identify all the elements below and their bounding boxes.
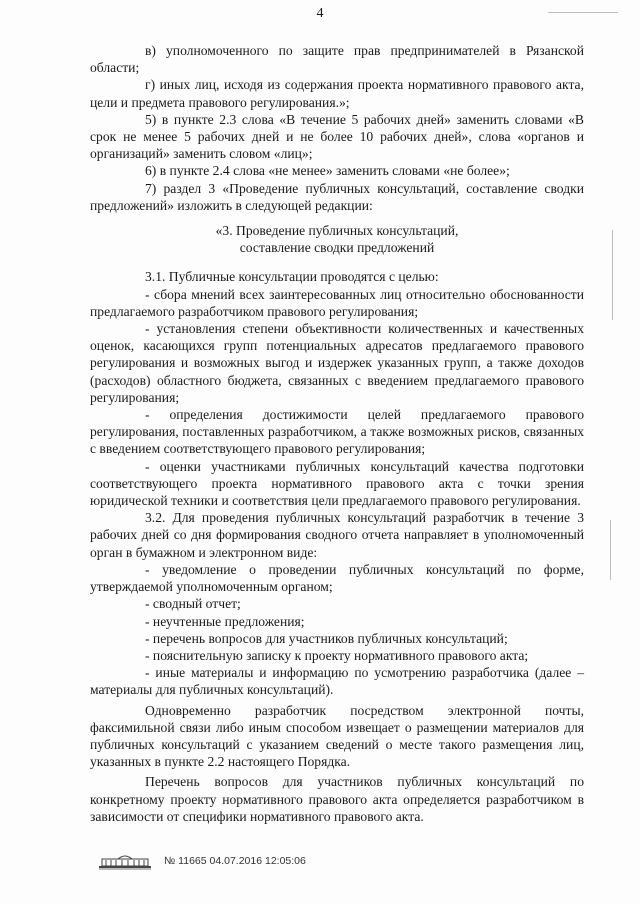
list-item: - оценки участниками публичных консультаций качества подготовки соответствующего проекта нормативного правового акта с точки зрения юридической техники и соответствия цели предлагаемого правового регулирования. (90, 458, 584, 509)
list-item: - уведомление о проведении публичных консультаций по форме, утверждаемой уполномоченным органом; (90, 561, 584, 595)
section-heading: «3. Проведение публичных консультаций, составление сводки предложений (215, 223, 459, 256)
list-item: - пояснительную записку к проекту нормативного правового акта; (145, 647, 529, 663)
scan-edge-mark (610, 520, 611, 580)
paragraph: 6) в пункте 2.4 слова «не менее» заменить словами «не более»; (145, 163, 510, 179)
paragraph: Перечень вопросов для участников публичных консультаций по конкретному проекту нормативного правового акта определяется разработчиком в зависимости от специфики нормативного правового акта. (90, 774, 584, 824)
paragraph: 5) в пункте 2.3 слова «В течение 5 рабочих дней» заменить словами «В срок не менее 5 рабочих дней и не более 10 рабочих дней», слова «органов и организаций» заменить словом «лиц»; (90, 111, 584, 162)
paragraph: 3.2. Для проведения публичных консультаций разработчик в течение 3 рабочих дней со дня формирования сводного отчета направляет в уполномоченный орган в бумажном и электронном виде: (90, 510, 584, 560)
document-body (90, 42, 584, 825)
paragraph: Одновременно разработчик посредством электронной почты, факсимильной связи либо иным способом извещает о размещении материалов для публичных консультаций с указанием сведений о месте такого размещения лиц, указанных в пункте 2.2 настоящего Порядка. (90, 702, 584, 770)
paragraph: 7) раздел 3 «Проведение публичных консультаций, составление сводки предложений» изложить в следующей редакции: (90, 180, 584, 213)
scan-edge-mark (612, 230, 613, 320)
list-item: - перечень вопросов для участников публичных консультаций; (145, 630, 508, 646)
list-item: - сводный отчет; (145, 596, 241, 612)
building-logo-icon (98, 852, 152, 870)
list-item: - неучтенные предложения; (145, 613, 305, 629)
list-item: - установления степени объективности количественных и качественных оценок, касающихся групп потенциальных адресатов предлагаемого правового регулирования и возможных выгод и издержек указанных групп, а также доходов (расходов) областного бюджета, связанных с введением предлагаемого правового регулирования; (90, 321, 584, 405)
paragraph: в) уполномоченного по защите прав предпринимателей в Рязанской области; (90, 43, 584, 76)
document-footer (98, 851, 306, 871)
list-item: - сбора мнений всех заинтересованных лиц относительно обоснованности предлагаемого разработчиком правового регулирования; (90, 286, 584, 319)
list-item: - иные материалы и информацию по усмотрению разработчика (далее – материалы для публичных консультаций). (90, 665, 584, 698)
paragraph: г) иных лиц, исходя из содержания проекта нормативного правового акта, цели и предмета правового регулирования.»; (90, 77, 584, 110)
registration-stamp: № 11665 04.07.2016 12:05:06 (164, 855, 306, 867)
list-item: - определения достижимости целей предлагаемого правового регулирования, поставленных разработчиком, а также возможных рисков, связанных с введением соответствующего правового регулирования; (90, 407, 584, 457)
paragraph: 3.1. Публичные консультации проводятся с целью: (145, 269, 439, 285)
page-number: 4 (316, 6, 324, 21)
scan-edge-mark (548, 12, 618, 13)
